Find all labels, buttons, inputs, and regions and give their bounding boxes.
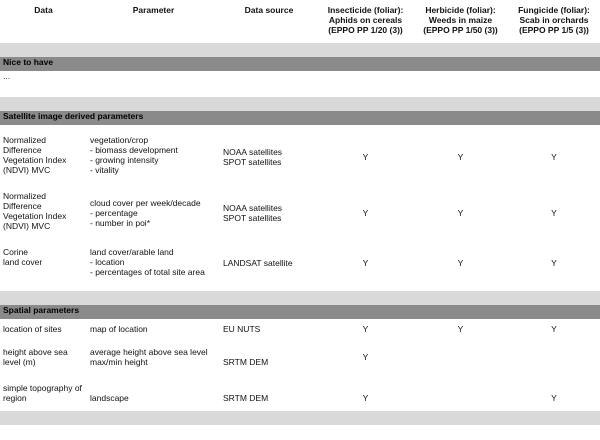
cell-insecticide: Y (362, 324, 369, 334)
cell-fungicide: Y (551, 208, 557, 218)
cell-insecticide: Y (362, 352, 369, 362)
cell-source: NOAA satellites SPOT satellites (223, 203, 283, 223)
cell-parameter: cloud cover per week/decade - percentage - number in poi* (90, 198, 201, 228)
cell-insecticide: Y (362, 208, 369, 218)
cell-fungicide: Y (551, 152, 557, 162)
section-title: Satellite image derived parameters (0, 111, 600, 125)
table-row (0, 135, 600, 179)
cell-herbicide: Y (457, 152, 464, 162)
header-source: Data source (244, 5, 294, 15)
table-row (0, 339, 600, 375)
table-row (0, 375, 600, 411)
cell-data: Corine land cover (3, 247, 43, 267)
cell-insecticide: Y (362, 393, 369, 403)
cell-insecticide: Y (362, 258, 369, 268)
header-parameter: Parameter (132, 5, 175, 15)
header-fungicide: Fungicide (foliar): Scab in orchards (EPPO PP 1/5 (3)) (518, 5, 590, 35)
cell-data: Normalized Difference Vegetation Index (NDVI) MVC (3, 191, 67, 231)
section-spatial (0, 305, 600, 319)
cell-source: EU NUTS (223, 324, 261, 334)
spacer-row (0, 43, 600, 57)
cell-fungicide: Y (551, 324, 557, 334)
header-herbicide: Herbicide (foliar): Weeds in maize (EPPO PP 1/50 (3)) (423, 5, 498, 35)
table-row (0, 319, 600, 339)
cell-herbicide (413, 375, 508, 411)
cell-data: height above sea level (m) (3, 347, 68, 367)
cell-source: LANDSAT satellite (223, 258, 293, 268)
cell-source: SRTM DEM (223, 357, 269, 367)
cell-herbicide (413, 339, 508, 375)
cell-parameter: map of location (90, 324, 148, 334)
cell-parameter: land cover/arable land - location - percentages of total site area (90, 247, 205, 277)
ellipsis-row (0, 71, 600, 97)
table-row (0, 247, 600, 279)
cell-fungicide (508, 339, 600, 375)
cell-data: location of sites (3, 324, 62, 334)
cell-parameter: landscape (90, 393, 129, 403)
header-data: Data (34, 5, 53, 15)
spacer-row (0, 411, 600, 425)
cell-fungicide: Y (551, 258, 557, 268)
cell-insecticide: Y (362, 152, 369, 162)
cell-herbicide: Y (457, 258, 464, 268)
section-nice-to-have (0, 57, 600, 71)
section-satellite (0, 111, 600, 125)
cell-source: SRTM DEM (223, 393, 269, 403)
spacer-row (0, 291, 600, 305)
cell-data: simple topography of region (3, 383, 82, 403)
cell-parameter: vegetation/crop - biomass development - growing intensity - vitality (90, 135, 178, 175)
header-insecticide: Insecticide (foliar): Aphids on cereals (EPPO PP 1/20 (3)) (327, 5, 404, 35)
table-row (0, 191, 600, 235)
cell-fungicide: Y (551, 393, 557, 403)
cell-source: NOAA satellites SPOT satellites (223, 147, 283, 167)
cell-herbicide: Y (457, 324, 464, 334)
cell-data: Normalized Difference Vegetation Index (NDVI) MVC (3, 135, 67, 175)
section-title: Nice to have (0, 57, 600, 71)
cell-herbicide: Y (457, 208, 464, 218)
spacer-row (0, 97, 600, 111)
ellipsis-text: ... (3, 71, 11, 81)
header-row (0, 0, 600, 43)
section-title: Spatial parameters (0, 305, 600, 319)
cell-parameter: average height above sea level max/min height (90, 347, 208, 367)
